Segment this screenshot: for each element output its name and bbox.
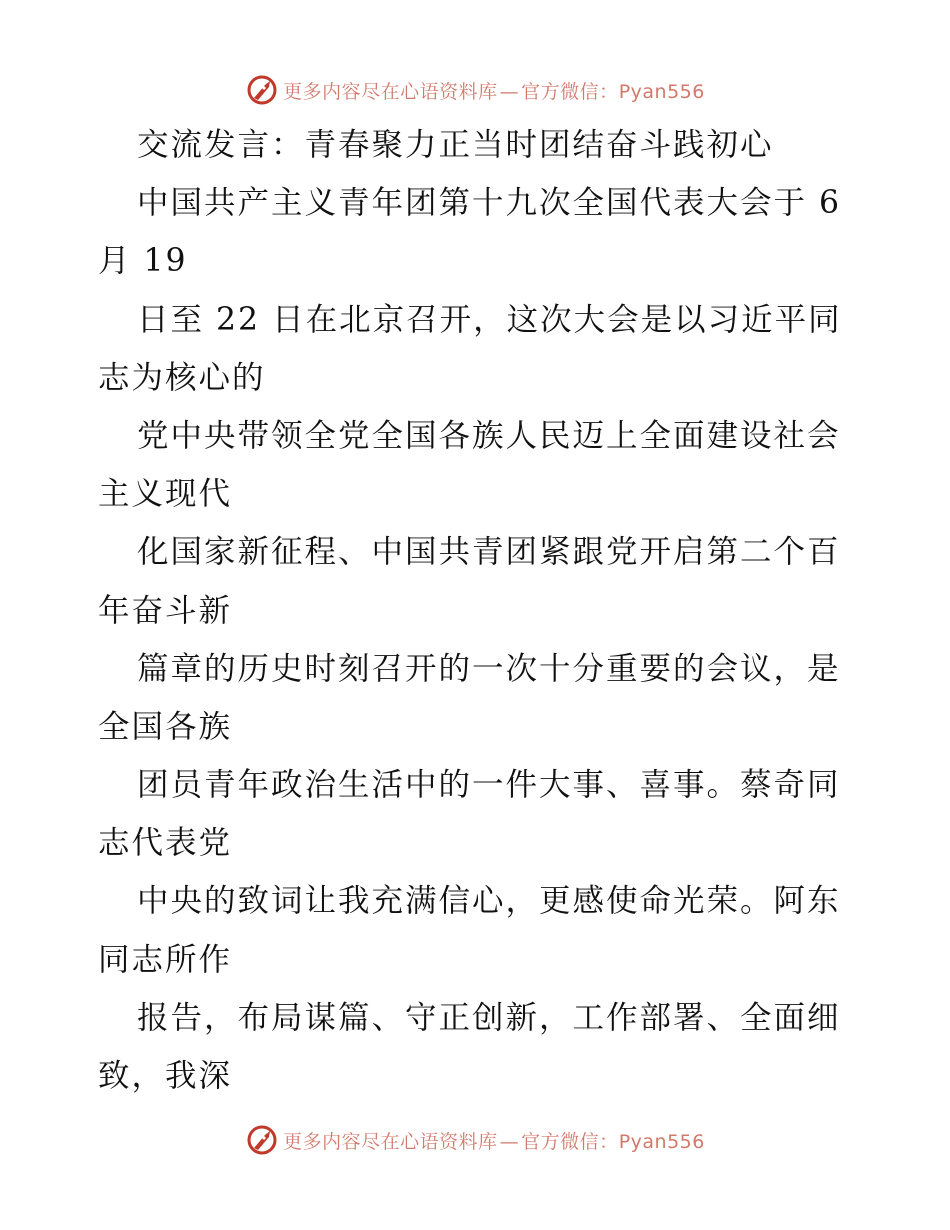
text-line: 日至 22 日在北京召开，这次大会是以习近平同 — [137, 301, 842, 338]
text-line: 志为核心的 — [98, 359, 266, 396]
doc-title: 交流发言：青春聚力正当时团结奋斗践初心 — [137, 127, 774, 163]
text-line: 月 19 — [98, 243, 188, 280]
text-line: 化国家新征程、中国共青团紧跟党开启第二个百 — [137, 534, 841, 571]
text-line: 中央的致词让我充满信心，更感使命光荣。阿东 — [137, 883, 841, 920]
pen-nib-logo-icon — [245, 73, 279, 107]
document-body — [98, 116, 858, 1105]
text-line: 篇章的历史时刻召开的一次十分重要的会议，是 — [137, 650, 841, 687]
pen-nib-logo-icon — [245, 1123, 279, 1157]
text-line: 志代表党 — [98, 825, 233, 862]
text-line: 同志所作 — [98, 941, 233, 978]
banner-text: 更多内容尽在心语资料库 — 官方微信：Pyan556 — [283, 80, 705, 103]
header-banner — [0, 70, 950, 110]
text-line: 团员青年政治生活中的一件大事、喜事。蔡奇同 — [137, 767, 841, 804]
text-line: 主义现代 — [98, 476, 233, 513]
footer-banner — [0, 1120, 950, 1160]
text-line: 致，我深 — [98, 1058, 233, 1094]
text-line: 党中央带领全党全国各族人民迈上全面建设社会 — [137, 417, 841, 454]
text-line: 报告，布局谋篇、守正创新，工作部署、全面细 — [137, 999, 841, 1036]
text-line: 年奋斗新 — [98, 592, 233, 629]
text-line: 全国各族 — [98, 708, 233, 745]
banner-text: 更多内容尽在心语资料库 — 官方微信：Pyan556 — [283, 1130, 705, 1153]
text-line: 中国共产主义青年团第十九次全国代表大会于 6 — [137, 185, 842, 222]
